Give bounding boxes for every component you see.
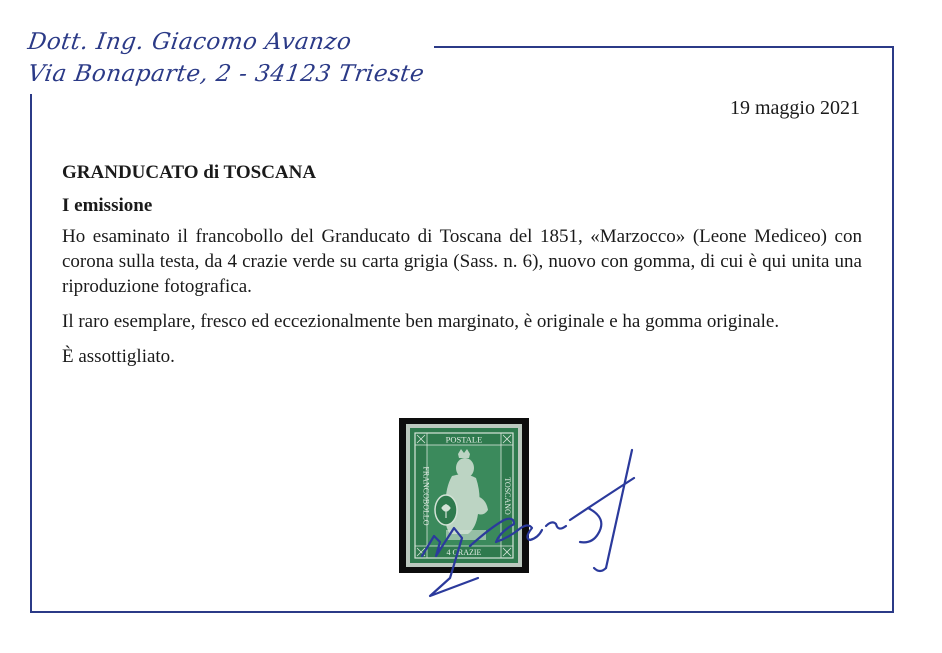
stamp-left-text: FRANCOBOLLO xyxy=(421,466,431,526)
note-paragraph: È assottigliato. xyxy=(62,346,175,367)
examiner-signature xyxy=(410,438,650,608)
stamp-right-text: TOSCANO xyxy=(503,477,512,515)
condition-paragraph: Il raro esemplare, fresco ed eccezionalmente ben marginato, è originale e ha gomma originale. xyxy=(62,311,780,332)
certificate-body xyxy=(62,160,862,369)
certificate-subheading: I emissione xyxy=(62,195,153,216)
stamp-bottom-text: 4 CRAZIE xyxy=(446,548,482,557)
letterhead-address: Via Bonaparte, 2 - 34123 Trieste xyxy=(26,61,427,87)
letterhead-name: Dott. Ing. Giacomo Avanzo xyxy=(26,29,354,55)
description-paragraph: Ho esaminato il francobollo del Granducato di Toscana del 1851, «Marzocco» (Leone Mediceo) con corona sulla testa, da 4 crazie verde su carta grigia (Sass. n. 6), nuovo con gomma, di cui è qui unita una riproduzione fotografica. xyxy=(62,226,862,297)
letterhead xyxy=(22,22,434,94)
stamp-top-text: POSTALE xyxy=(445,434,483,445)
certificate-heading: GRANDUCATO di TOSCANA xyxy=(62,162,317,183)
certificate-date: 19 maggio 2021 xyxy=(730,97,860,119)
